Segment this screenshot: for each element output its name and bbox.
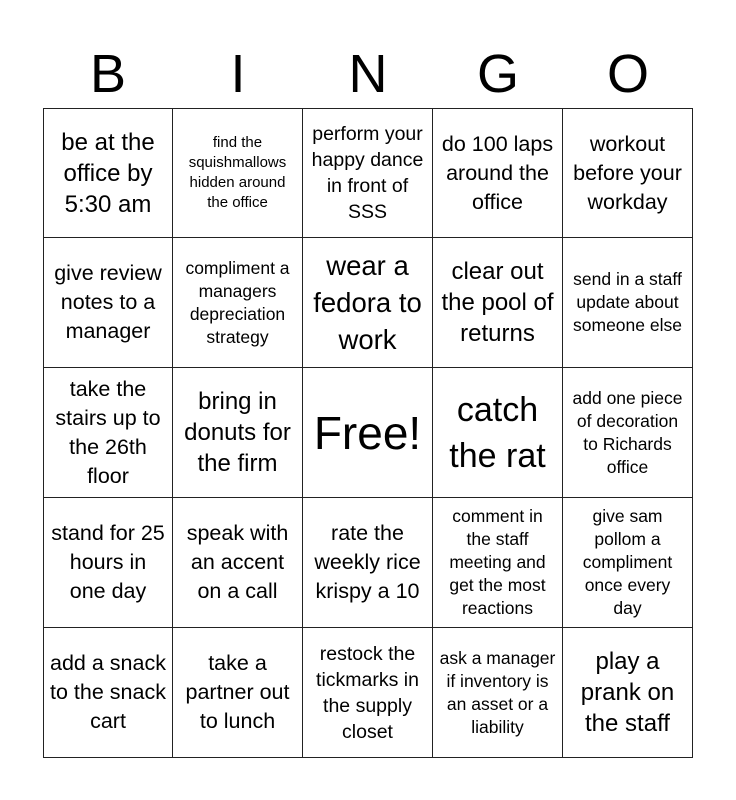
bingo-cell[interactable] [303,238,433,368]
bingo-cell[interactable] [43,368,173,498]
cell-text: comment in the staff meeting and get the most reactions [449,506,546,618]
cell-text: do 100 laps around the office [441,131,554,214]
header-letter-g: G [476,44,519,104]
bingo-cell[interactable] [43,238,173,368]
bingo-cell[interactable] [563,108,693,238]
bingo-cell[interactable] [563,498,693,628]
bingo-cell[interactable] [563,238,693,368]
bingo-board [43,108,693,758]
bingo-cell[interactable] [563,628,693,758]
cell-text: find the squishmallows hidden around the office [188,134,287,211]
free-space-cell[interactable] [303,368,433,498]
bingo-cell[interactable] [303,628,433,758]
cell-text: give sam pollom a compliment once every day [582,506,673,618]
bingo-cell[interactable] [433,498,563,628]
bingo-cell[interactable] [173,628,303,758]
bingo-cell[interactable] [433,238,563,368]
cell-text: rate the weekly rice krispy a 10 [314,521,421,603]
cell-text: add one piece of decoration to Richards office [572,387,683,477]
cell-text: be at the office by 5:30 am [61,128,155,218]
bingo-cell[interactable] [433,108,563,238]
cell-text: restock the tickmarks in the supply closet [316,642,419,743]
cell-text: bring in donuts for the firm [184,388,291,477]
cell-text: send in a staff update about someone else [573,269,682,335]
cell-text: ask a manager if inventory is an asset or a liability [439,647,556,737]
bingo-cell[interactable] [43,628,173,758]
cell-text: catch the rat [449,390,546,475]
bingo-cell[interactable] [43,498,173,628]
bingo-cell[interactable] [303,108,433,238]
cell-text: stand for 25 hours in one day [51,521,165,603]
bingo-header [43,40,693,108]
cell-text: speak with an accent on a call [186,521,289,603]
cell-text: Free! [313,406,422,459]
header-letter-b: B [89,44,127,104]
cell-text: give review notes to a manager [54,261,162,343]
bingo-cell[interactable] [173,108,303,238]
cell-text: add a snack to the snack cart [50,651,166,733]
header-letter-n: N [348,44,388,104]
bingo-cell[interactable] [433,628,563,758]
cell-text: perform your happy dance in front of SSS [311,123,424,223]
cell-text: take the stairs up to the 26th floor [55,376,161,488]
cell-text: clear out the pool of returns [441,258,554,347]
bingo-cell[interactable] [303,498,433,628]
bingo-cell[interactable] [173,498,303,628]
bingo-cell[interactable] [563,368,693,498]
cell-text: wear a fedora to work [313,250,422,355]
header-letter-o: O [606,44,649,104]
bingo-cell[interactable] [173,238,303,368]
cell-text: take a partner out to lunch [185,651,290,733]
bingo-cell[interactable] [433,368,563,498]
cell-text: compliment a managers depreciation strategy [185,257,290,347]
bingo-cell[interactable] [43,108,173,238]
header-letter-i: I [230,44,246,104]
bingo-cell[interactable] [173,368,303,498]
cell-text: workout before your workday [573,131,682,214]
cell-text: play a prank on the staff [580,648,675,737]
